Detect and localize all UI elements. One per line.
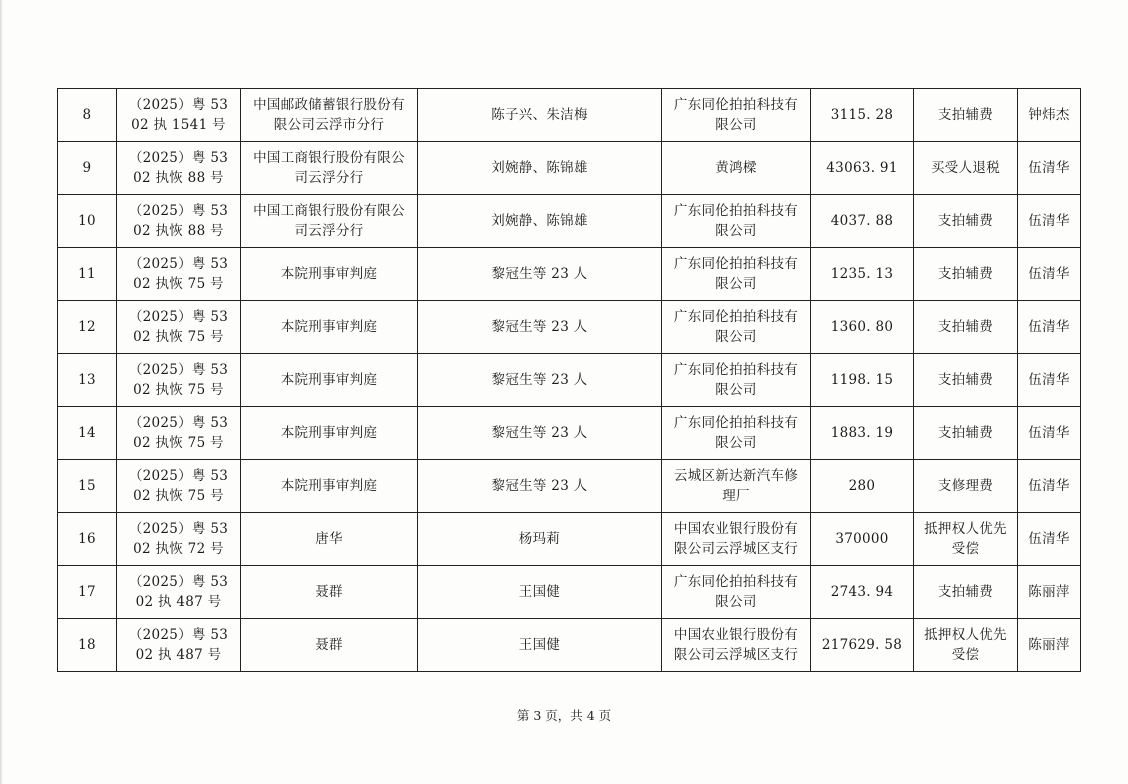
- row-number-cell: [58, 195, 117, 248]
- applicant-cell: [241, 142, 418, 195]
- payee-cell-text: 广东同伦拍拍科技有限公司: [673, 203, 799, 239]
- payee-cell: [662, 195, 811, 248]
- table-row: [58, 248, 1081, 301]
- applicant-cell: [241, 566, 418, 619]
- amount-cell: [811, 354, 914, 407]
- row-number-cell: [58, 619, 117, 672]
- handler-cell: [1018, 195, 1081, 248]
- case-number-cell: [117, 460, 241, 513]
- handler-cell: [1018, 142, 1081, 195]
- applicant-cell-text: 中国邮政储蓄银行股份有限公司云浮市分行: [253, 97, 405, 133]
- applicant-cell: [241, 407, 418, 460]
- amount-cell-text: 2743. 94: [830, 584, 894, 600]
- case-number-cell: [117, 301, 241, 354]
- case-number-cell-text: （2025）粤 5302 执恢 75 号: [128, 468, 229, 504]
- table-row: [58, 407, 1081, 460]
- case-number-cell: [117, 89, 241, 142]
- respondent-cell-text: 刘婉静、陈锦雄: [491, 213, 588, 229]
- applicant-cell-text: 本院刑事审判庭: [280, 266, 378, 282]
- handler-cell-text: 伍清华: [1028, 425, 1070, 441]
- reason-cell-text: 支拍辅费: [937, 425, 994, 441]
- handler-cell: [1018, 354, 1081, 407]
- handler-cell: [1018, 89, 1081, 142]
- row-number-cell-text: 14: [78, 425, 96, 441]
- amount-cell-text: 1235. 13: [830, 266, 894, 282]
- respondent-cell: [418, 354, 662, 407]
- reason-cell-text: 支拍辅费: [937, 213, 994, 229]
- amount-cell: [811, 195, 914, 248]
- reason-cell-text: 抵押权人优先受偿: [924, 627, 1007, 663]
- handler-cell-text: 钟炜杰: [1028, 107, 1070, 123]
- case-number-cell-text: （2025）粤 5302 执 487 号: [128, 627, 229, 663]
- applicant-cell: [241, 354, 418, 407]
- payee-cell: [662, 142, 811, 195]
- applicant-cell: [241, 513, 418, 566]
- applicant-cell: [241, 195, 418, 248]
- amount-cell: [811, 301, 914, 354]
- amount-cell: [811, 566, 914, 619]
- reason-cell: [914, 513, 1018, 566]
- respondent-cell-text: 黎冠生等 23 人: [491, 266, 588, 282]
- reason-cell: [914, 89, 1018, 142]
- respondent-cell-text: 杨玛莉: [518, 531, 561, 547]
- row-number-cell-text: 13: [78, 372, 96, 388]
- applicant-cell-text: 本院刑事审判庭: [280, 372, 378, 388]
- case-number-cell: [117, 142, 241, 195]
- payee-cell-text: 广东同伦拍拍科技有限公司: [673, 256, 799, 292]
- payee-cell-text: 黄鸿樑: [715, 160, 757, 176]
- records-table-body: [58, 89, 1081, 672]
- handler-cell-text: 伍清华: [1028, 372, 1070, 388]
- row-number-cell-text: 11: [78, 266, 96, 282]
- payee-cell: [662, 619, 811, 672]
- row-number-cell-text: 18: [78, 637, 96, 653]
- row-number-cell: [58, 142, 117, 195]
- row-number-cell-text: 12: [78, 319, 96, 335]
- applicant-cell: [241, 460, 418, 513]
- payee-cell-text: 中国农业银行股份有限公司云浮城区支行: [673, 627, 799, 663]
- row-number-cell-text: 17: [78, 584, 96, 600]
- handler-cell: [1018, 407, 1081, 460]
- reason-cell: [914, 407, 1018, 460]
- page-number-footer: 第 3 页，共 4 页: [516, 708, 612, 723]
- amount-cell-text: 43063. 91: [826, 160, 898, 176]
- row-number-cell-text: 9: [82, 160, 92, 176]
- payee-cell: [662, 407, 811, 460]
- payee-cell: [662, 566, 811, 619]
- table-row: [58, 566, 1081, 619]
- payee-cell-text: 广东同伦拍拍科技有限公司: [673, 309, 799, 345]
- amount-cell: [811, 407, 914, 460]
- case-number-cell-text: （2025）粤 5302 执 487 号: [128, 574, 229, 610]
- respondent-cell: [418, 89, 662, 142]
- respondent-cell-text: 刘婉静、陈锦雄: [491, 160, 588, 176]
- reason-cell: [914, 248, 1018, 301]
- respondent-cell-text: 王国健: [518, 584, 561, 600]
- case-number-cell-text: （2025）粤 5302 执恢 88 号: [128, 150, 229, 186]
- case-number-cell-text: （2025）粤 5302 执恢 75 号: [128, 415, 229, 451]
- reason-cell: [914, 619, 1018, 672]
- row-number-cell-text: 8: [82, 107, 92, 123]
- reason-cell-text: 支拍辅费: [937, 266, 994, 282]
- handler-cell-text: 陈丽萍: [1028, 637, 1070, 653]
- respondent-cell: [418, 195, 662, 248]
- case-number-cell-text: （2025）粤 5302 执 1541 号: [128, 97, 229, 133]
- applicant-cell-text: 聂群: [315, 584, 343, 600]
- applicant-cell: [241, 89, 418, 142]
- amount-cell: [811, 619, 914, 672]
- reason-cell-text: 买受人退税: [931, 160, 1000, 176]
- respondent-cell: [418, 460, 662, 513]
- handler-cell-text: 陈丽萍: [1028, 584, 1070, 600]
- amount-cell: [811, 460, 914, 513]
- row-number-cell: [58, 301, 117, 354]
- reason-cell: [914, 301, 1018, 354]
- handler-cell-text: 伍清华: [1028, 160, 1070, 176]
- respondent-cell-text: 王国健: [518, 637, 561, 653]
- payee-cell-text: 中国农业银行股份有限公司云浮城区支行: [673, 521, 799, 557]
- amount-cell: [811, 513, 914, 566]
- applicant-cell-text: 本院刑事审判庭: [280, 425, 378, 441]
- reason-cell-text: 支拍辅费: [937, 319, 994, 335]
- applicant-cell: [241, 248, 418, 301]
- handler-cell: [1018, 301, 1081, 354]
- records-table: [57, 88, 1081, 672]
- amount-cell-text: 217629. 58: [821, 637, 903, 653]
- payee-cell: [662, 354, 811, 407]
- amount-cell: [811, 89, 914, 142]
- handler-cell-text: 伍清华: [1028, 319, 1070, 335]
- reason-cell: [914, 460, 1018, 513]
- payee-cell-text: 广东同伦拍拍科技有限公司: [673, 97, 799, 133]
- row-number-cell-text: 10: [78, 213, 96, 229]
- row-number-cell: [58, 354, 117, 407]
- amount-cell-text: 1198. 15: [830, 372, 894, 388]
- respondent-cell: [418, 142, 662, 195]
- handler-cell-text: 伍清华: [1028, 531, 1070, 547]
- scan-edge-shadow: [0, 0, 3, 784]
- table-row: [58, 354, 1081, 407]
- case-number-cell: [117, 513, 241, 566]
- row-number-cell: [58, 89, 117, 142]
- handler-cell: [1018, 513, 1081, 566]
- reason-cell-text: 抵押权人优先受偿: [924, 521, 1007, 557]
- respondent-cell: [418, 301, 662, 354]
- applicant-cell: [241, 619, 418, 672]
- respondent-cell-text: 黎冠生等 23 人: [491, 425, 588, 441]
- row-number-cell: [58, 248, 117, 301]
- reason-cell-text: 支拍辅费: [937, 107, 994, 123]
- row-number-cell: [58, 460, 117, 513]
- applicant-cell-text: 唐华: [315, 531, 343, 547]
- handler-cell: [1018, 566, 1081, 619]
- reason-cell: [914, 142, 1018, 195]
- case-number-cell-text: （2025）粤 5302 执恢 75 号: [128, 362, 229, 398]
- applicant-cell-text: 中国工商银行股份有限公司云浮分行: [253, 203, 405, 239]
- applicant-cell-text: 聂群: [315, 637, 343, 653]
- respondent-cell: [418, 566, 662, 619]
- table-row: [58, 195, 1081, 248]
- table-row: [58, 89, 1081, 142]
- amount-cell-text: 3115. 28: [830, 107, 894, 123]
- handler-cell: [1018, 460, 1081, 513]
- respondent-cell: [418, 407, 662, 460]
- handler-cell-text: 伍清华: [1028, 478, 1070, 494]
- reason-cell-text: 支拍辅费: [937, 372, 994, 388]
- case-number-cell: [117, 354, 241, 407]
- applicant-cell-text: 本院刑事审判庭: [280, 478, 378, 494]
- respondent-cell-text: 黎冠生等 23 人: [491, 478, 588, 494]
- handler-cell: [1018, 619, 1081, 672]
- row-number-cell-text: 15: [78, 478, 96, 494]
- table-row: [58, 460, 1081, 513]
- payee-cell: [662, 513, 811, 566]
- payee-cell: [662, 301, 811, 354]
- case-number-cell-text: （2025）粤 5302 执恢 75 号: [128, 309, 229, 345]
- reason-cell: [914, 354, 1018, 407]
- handler-cell-text: 伍清华: [1028, 266, 1070, 282]
- table-row: [58, 142, 1081, 195]
- respondent-cell-text: 黎冠生等 23 人: [491, 319, 588, 335]
- case-number-cell-text: （2025）粤 5302 执恢 75 号: [128, 256, 229, 292]
- respondent-cell-text: 黎冠生等 23 人: [491, 372, 588, 388]
- applicant-cell: [241, 301, 418, 354]
- case-number-cell: [117, 407, 241, 460]
- row-number-cell: [58, 566, 117, 619]
- amount-cell-text: 1883. 19: [830, 425, 894, 441]
- reason-cell: [914, 195, 1018, 248]
- respondent-cell-text: 陈子兴、朱洁梅: [491, 107, 588, 123]
- case-number-cell: [117, 566, 241, 619]
- amount-cell-text: 1360. 80: [830, 319, 894, 335]
- reason-cell-text: 支拍辅费: [937, 584, 994, 600]
- respondent-cell: [418, 513, 662, 566]
- table-row: [58, 301, 1081, 354]
- amount-cell: [811, 248, 914, 301]
- case-number-cell: [117, 248, 241, 301]
- table-row: [58, 513, 1081, 566]
- payee-cell-text: 云城区新达新汽车修理厂: [673, 468, 799, 504]
- amount-cell-text: 4037. 88: [830, 213, 894, 229]
- row-number-cell: [58, 513, 117, 566]
- reason-cell: [914, 566, 1018, 619]
- case-number-cell-text: （2025）粤 5302 执恢 72 号: [128, 521, 229, 557]
- payee-cell: [662, 248, 811, 301]
- applicant-cell-text: 本院刑事审判庭: [280, 319, 378, 335]
- reason-cell-text: 支修理费: [937, 478, 994, 494]
- amount-cell-text: 280: [848, 478, 876, 494]
- payee-cell-text: 广东同伦拍拍科技有限公司: [673, 362, 799, 398]
- case-number-cell-text: （2025）粤 5302 执恢 88 号: [128, 203, 229, 239]
- table-row: [58, 619, 1081, 672]
- handler-cell: [1018, 248, 1081, 301]
- row-number-cell-text: 16: [78, 531, 96, 547]
- handler-cell-text: 伍清华: [1028, 213, 1070, 229]
- row-number-cell: [58, 407, 117, 460]
- payee-cell: [662, 460, 811, 513]
- applicant-cell-text: 中国工商银行股份有限公司云浮分行: [253, 150, 405, 186]
- case-number-cell: [117, 195, 241, 248]
- payee-cell: [662, 89, 811, 142]
- respondent-cell: [418, 619, 662, 672]
- payee-cell-text: 广东同伦拍拍科技有限公司: [673, 415, 799, 451]
- payee-cell-text: 广东同伦拍拍科技有限公司: [673, 574, 799, 610]
- amount-cell: [811, 142, 914, 195]
- amount-cell-text: 370000: [835, 531, 889, 547]
- respondent-cell: [418, 248, 662, 301]
- case-number-cell: [117, 619, 241, 672]
